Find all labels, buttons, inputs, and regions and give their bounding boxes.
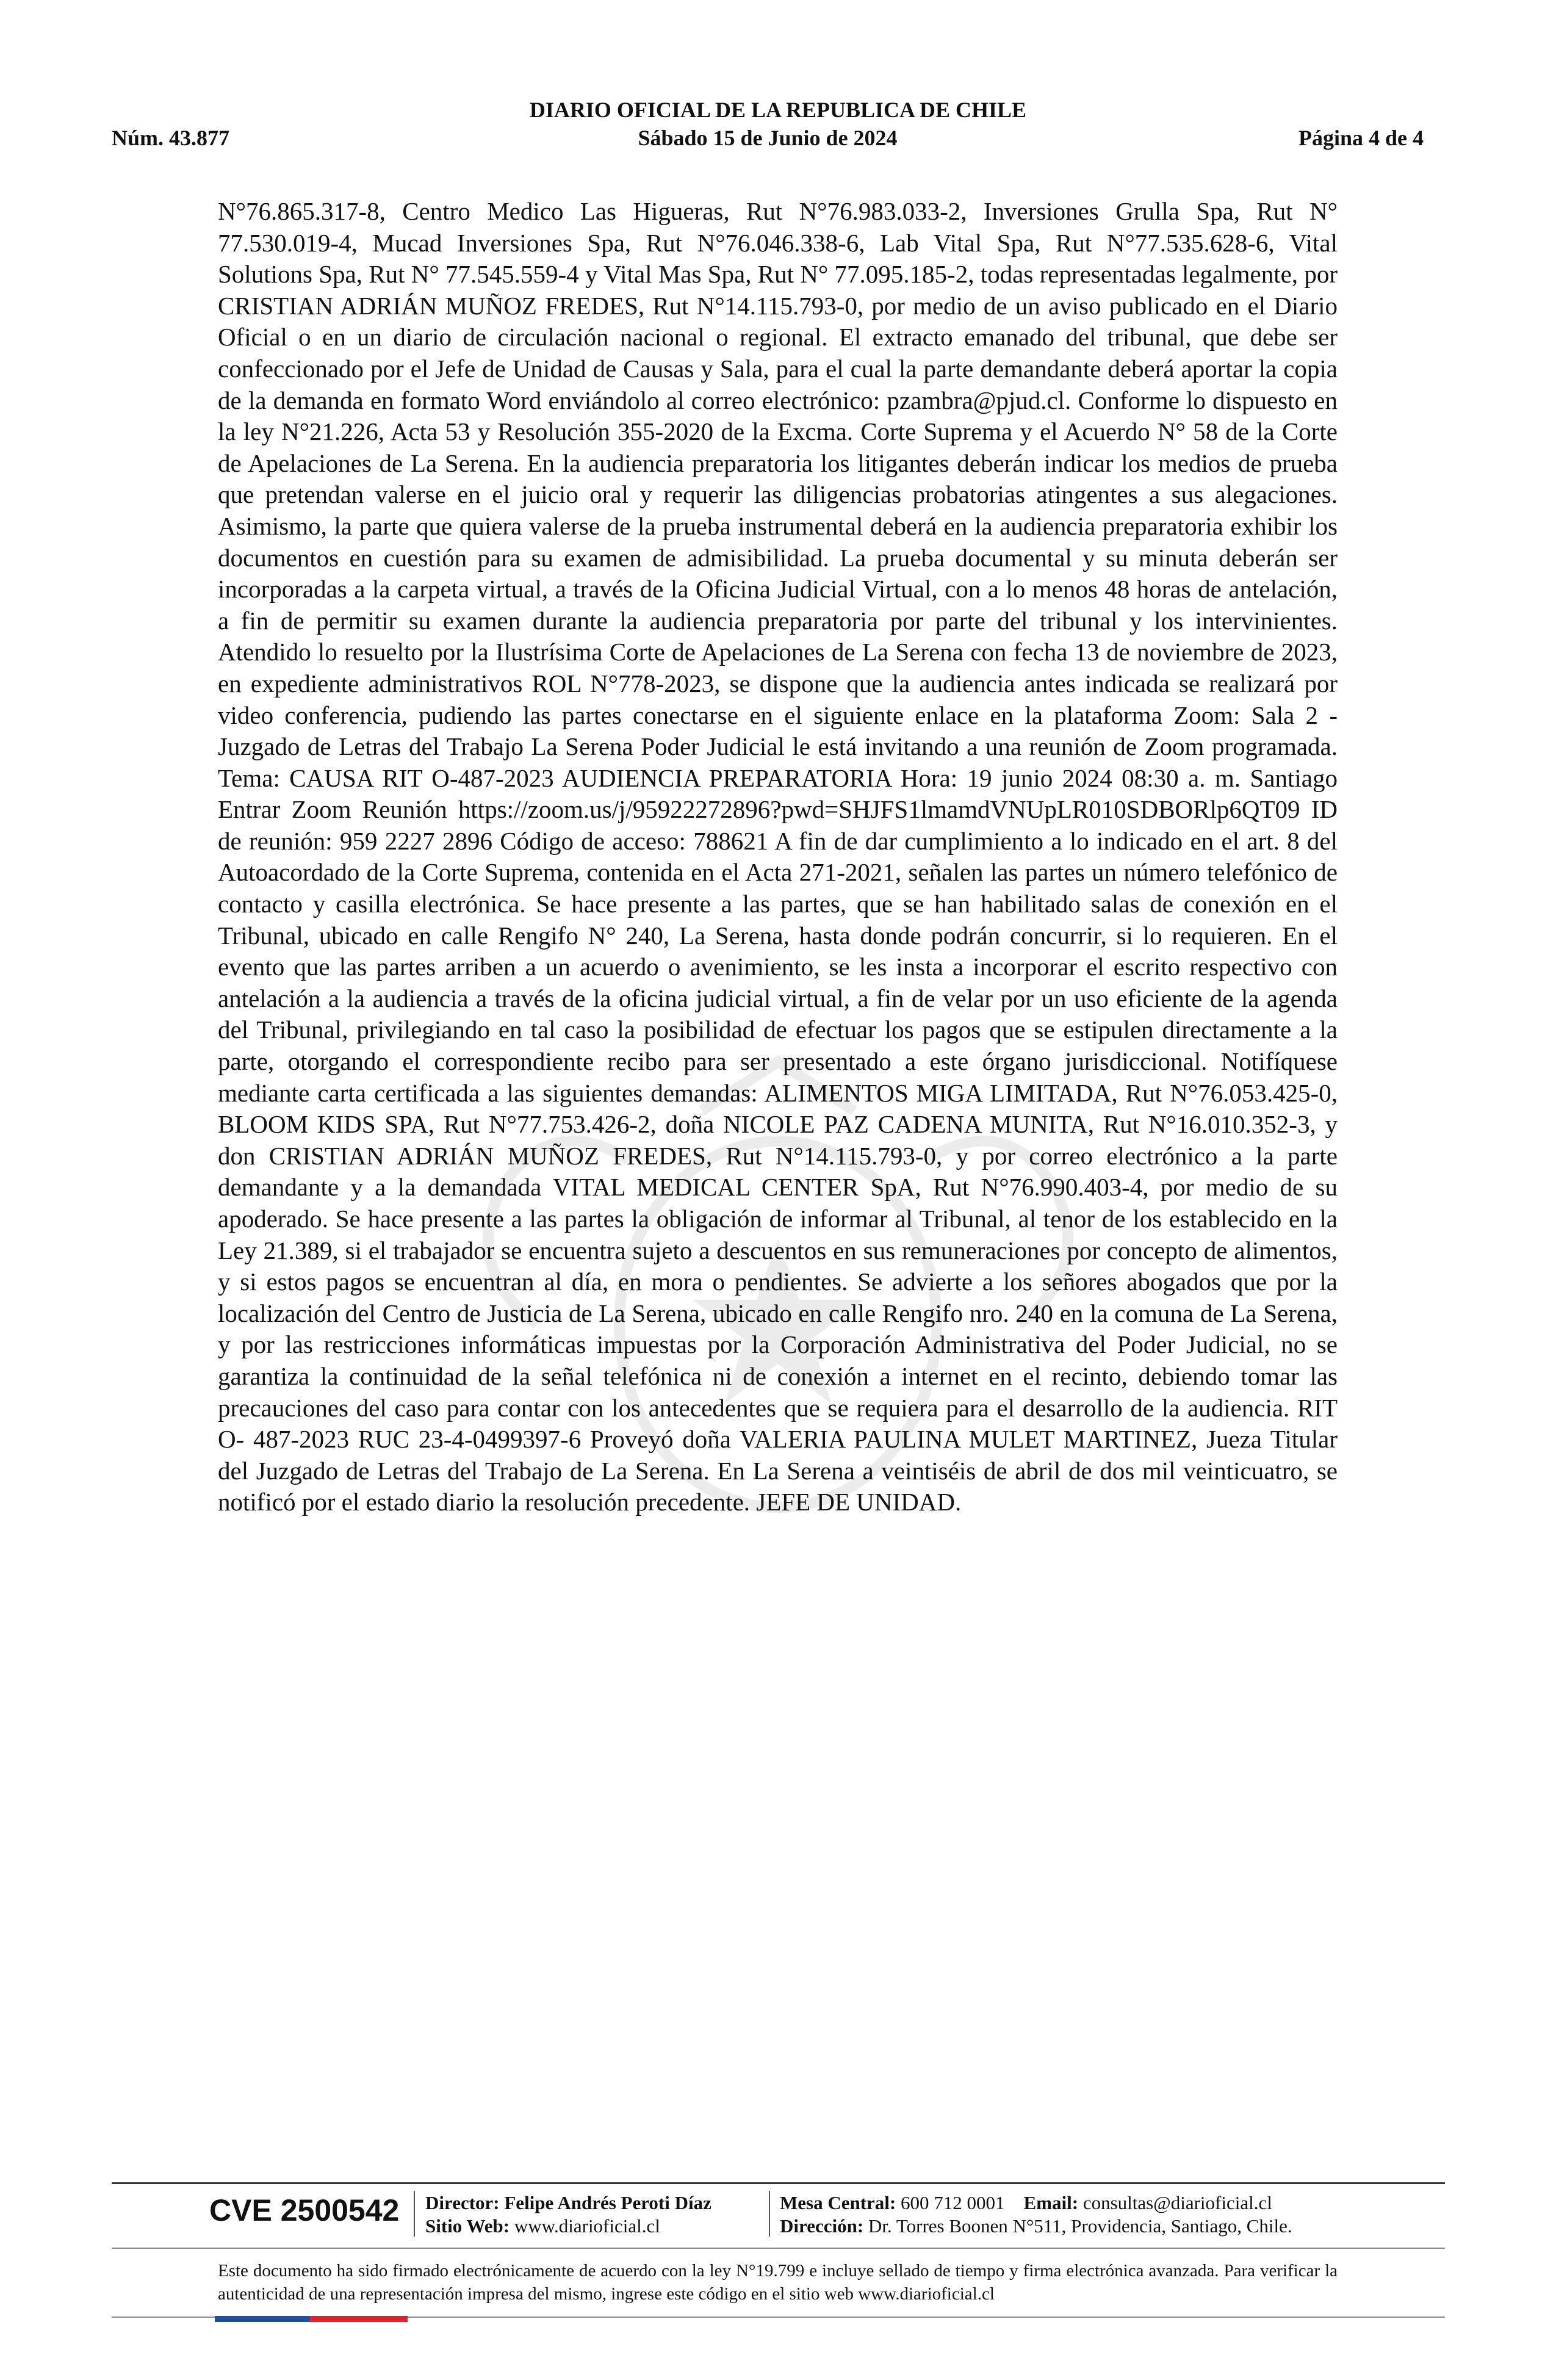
footer-divider-middle (112, 2248, 1445, 2249)
director-label: Director: (425, 2192, 500, 2213)
phone-label: Mesa Central: (780, 2192, 896, 2213)
cve-code: CVE 2500542 (209, 2193, 400, 2227)
footer-director-column (425, 2191, 711, 2238)
legal-notice: Este documento ha sido firmado electrónicamente de acuerdo con la ley N°19.799 e incluye sellado de tiempo y firma electrónica avanzada. Para verificar la autenticidad de una representación impresa del mismo, ingrese este código en el sitio web www.diarioficial.cl (218, 2261, 1338, 2304)
publication-title: DIARIO OFICIAL DE LA REPUBLICA DE CHILE (529, 98, 1027, 122)
email-link[interactable]: consultas@diarioficial.cl (1082, 2192, 1272, 2213)
footer-separator (414, 2191, 415, 2237)
director-name: Felipe Andrés Peroti Díaz (504, 2192, 711, 2213)
page-indicator: Página 4 de 4 (1298, 126, 1424, 150)
issue-number: Núm. 43.877 (112, 126, 230, 150)
issue-date: Sábado 15 de Junio de 2024 (638, 126, 898, 150)
header-row (112, 123, 1424, 153)
address-text: Dr. Torres Boonen N°511, Providencia, Santiago, Chile. (868, 2215, 1292, 2237)
notice-body-text: N°76.865.317-8, Centro Medico Las Higueras, Rut N°76.983.033-2, Inversiones Grulla Spa, Rut N° 77.530.019-4, Mucad Inversiones Spa, Rut N°76.046.338-6, Lab Vital Spa, Rut N°77.535.628-6, Vital Solutions Spa, Rut N° 77.545.559-4 y Vital Mas Spa, Rut N° 77.095.185-2, todas representadas legalmente, por CRISTIAN ADRIÁN MUÑOZ FREDES, Rut N°14.115.793-0, por medio de un aviso publicado en el Diario Oficial o en un diario de circulación nacional o regional. El extracto emanado del tribunal, que debe ser confeccionado por el Jefe de Unidad de Causas y Sala, para el cual la parte demandante deberá aportar la copia de la demanda en formato Word enviándolo al correo electrónico: pzambra@pjud.cl. Conforme lo dispuesto en la ley N°21.226, Acta 53 y Resolución 355-2020 de la Excma. Corte Suprema y el Acuerdo N° 58 de la Corte de Apelaciones de La Serena. En la audiencia preparatoria los litigantes deberán indicar los medios de prueba que pretendan valerse en el juicio oral y requerir las diligencias probatorias atingentes a sus alegaciones. Asimismo, la parte que quiera valerse de la prueba instrumental deberá en la audiencia preparatoria exhibir los documentos en cuestión para su examen de admisibilidad. La prueba documental y su minuta deberán ser incorporadas a la carpeta virtual, a través de la Oficina Judicial Virtual, con a lo menos 48 horas de antelación, a fin de permitir su examen durante la audiencia preparatoria por parte del tribunal y los intervinientes. Atendido lo resuelto por la Ilustrísima Corte de Apelaciones de La Serena con fecha 13 de noviembre de 2023, en expediente administrativos ROL N°778-2023, se dispone que la audiencia antes indicada se realizará por video conferencia, pudiendo las partes conectarse en el siguiente enlace en la plataforma Zoom: Sala 2 - Juzgado de Letras del Trabajo La Serena Poder Judicial le está invitando a una reunión de Zoom programada. Tema: CAUSA RIT O-487-2023 AUDIENCIA PREPARATORIA Hora: 19 junio 2024 08:30 a. m. Santiago Entrar Zoom Reunión https://zoom.us/j/95922272896?pwd=SHJFS1lmamdVNUpLR010SDBORlp6QT09 ID de reunión: 959 2227 2896 Código de acceso: 788621 A fin de dar cumplimiento a lo indicado en el art. 8 del Autoacordado de la Corte Suprema, contenida en el Acta 271-2021, señalen las partes un número telefónico de contacto y casilla electrónica. Se hace presente a las partes, que se han habilitado salas de conexión en el Tribunal, ubicado en calle Rengifo N° 240, La Serena, hasta donde podrán concurrir, si lo requieren. En el evento que las partes arriben a un acuerdo o avenimiento, se les insta a incorporar el escrito respectivo con antelación a la audiencia a través de la oficina judicial virtual, a fin de velar por un uso eficiente de la agenda del Tribunal, privilegiando en tal caso la posibilidad de efectuar los pagos que se estipulen directamente a la parte, otorgando el correspondiente recibo para ser presentado a este órgano jurisdiccional. Notifíquese mediante carta certificada a las siguientes demandas: ALIMENTOS MIGA LIMITADA, Rut N°76.053.425-0, BLOOM KIDS SPA, Rut N°77.753.426-2, doña NICOLE PAZ CADENA MUNITA, Rut N°16.010.352-3, y don CRISTIAN ADRIÁN MUÑOZ FREDES, Rut N°14.115.793-0, y por correo electrónico a la parte demandante y a la demandada VITAL MEDICAL CENTER SpA, Rut N°76.990.403-4, por medio de su apoderado. Se hace presente a las partes la obligación de informar al Tribunal, al tenor de los establecido en la Ley 21.389, si el trabajador se encuentra sujeto a descuentos en sus remuneraciones por concepto de alimentos, y si estos pagos se encuentran al día, en mora o pendientes. Se advierte a los señores abogados que por la localización del Centro de Justicia de La Serena, ubicado en calle Rengifo nro. 240 en la comuna de La Serena, y por las restricciones informáticas impuestas por la Corporación Administrativa del Poder Judicial, no se garantiza la continuidad de la señal telefónica ni de conexión a internet en el recinto, debiendo tomar las precauciones del caso para contar con los antecedentes que se requiera para el desarrollo de la audiencia. RIT O- 487-2023 RUC 23-4-0499397-6 Proveyó doña VALERIA PAULINA MULET MARTINEZ, Jueza Titular del Juzgado de Letras del Trabajo de La Serena. En La Serena a veintiséis de abril de dos mil veinticuatro, se notificó por el estado diario la resolución precedente. JEFE DE UNIDAD. (218, 197, 1338, 1516)
address-label: Dirección: (780, 2215, 864, 2237)
flag-stripe-blue (215, 2316, 310, 2322)
footer-contact-column (780, 2191, 1292, 2238)
footer-separator (769, 2191, 770, 2237)
phone-number: 600 712 0001 (901, 2192, 1005, 2213)
footer-divider-top (112, 2182, 1445, 2184)
website-link[interactable]: www.diarioficial.cl (514, 2215, 660, 2237)
flag-stripe-red (310, 2316, 408, 2322)
email-label: Email: (1023, 2192, 1079, 2213)
website-label: Sitio Web: (425, 2215, 510, 2237)
